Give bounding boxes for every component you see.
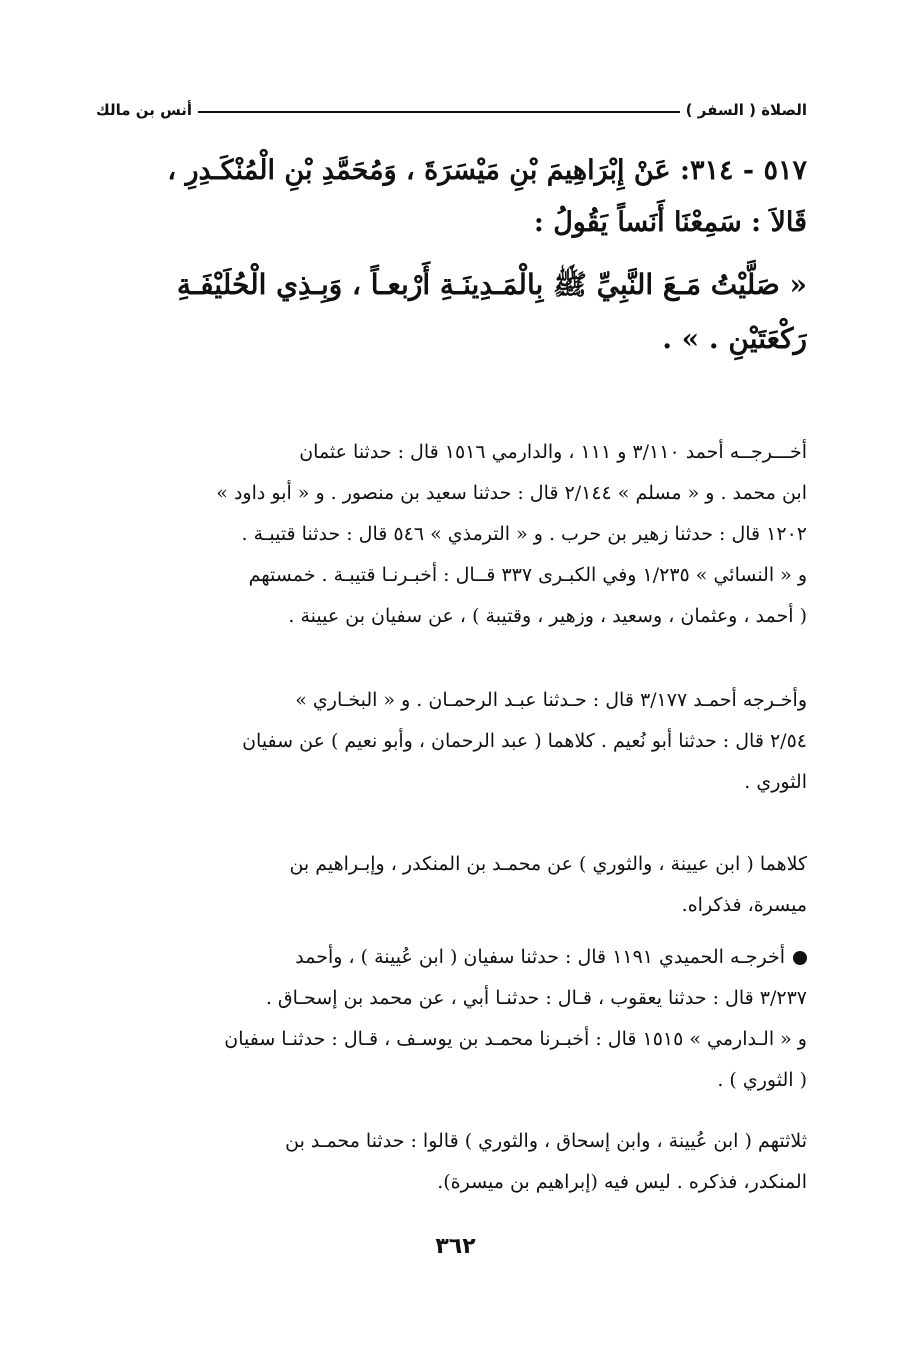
text-line: ابن محمد . و « مسلم » ٢/١٤٤ قال : حدثنا سعيد بن منصور . و « أبو داود » [216, 482, 807, 504]
hadith-matn-line: « صَلَّيْتُ مَـعَ النَّبِيِّ ﷺ بِالْمَـدِينَـةِ أَرْبعـاً ، وَبِـذِي الْحُلَيْفَـةِ [176, 268, 807, 301]
text-line: وأخـرجه أحمـد ٣/١٧٧ قال : حـدثنا عبـد الرحمـان . و « البخـاري » [295, 689, 807, 711]
text-line-with-bullet [96, 937, 807, 978]
text-line: أخرجـه الحميدي ١١٩١ قال : حدثنا سفيان ( ابن عُيينة ) ، وأحمد [295, 946, 785, 968]
hadith-isnad-line: ٥١٧ - ٣١٤: عَنْ إِبْرَاهِيمَ بْنِ مَيْسَرَةَ ، وَمُحَمَّدِ بْنِ الْمُنْكَـدِرِ ، [167, 155, 807, 186]
text-line: أخـــرجــه أحمد ٣/١١٠ و ١١١ ، والدارمي ١٥١٦ قال : حدثنا عثمان [299, 441, 807, 463]
takhrij-paragraph-1 [96, 432, 807, 637]
hadith-matn [96, 258, 807, 366]
running-header [96, 98, 807, 122]
text-line: ٣/٢٣٧ قال : حدثنا يعقوب ، قـال : حدثنـا أبي ، عن محمد بن إسحـاق . [265, 987, 807, 1009]
header-rule [198, 111, 680, 113]
bullet-icon [793, 951, 807, 965]
hadith-isnad-line: قَالاَ : سَمِعْنَا أَنَساً يَقُولُ : [533, 207, 807, 238]
takhrij-paragraph-5 [96, 1121, 807, 1203]
hadith-isnad [96, 145, 807, 249]
text-line: المنكدر، فذكره . ليس فيه (إبراهيم بن ميسرة). [437, 1171, 807, 1193]
takhrij-paragraph-3 [96, 844, 807, 926]
text-line: ( أحمد ، وعثمان ، وسعيد ، وزهير ، وقتيبة ) ، عن سفيان بن عيينة . [288, 605, 807, 627]
text-line: ثلاثتهم ( ابن عُيينة ، وابن إسحاق ، والثوري ) قالوا : حدثنا محمـد بن [285, 1130, 807, 1152]
page-number: ٣٦٢ [435, 1234, 476, 1259]
text-line: ١٢٠٢ قال : حدثنا زهير بن حرب . و « الترمذي » ٥٤٦ قال : حدثنا قتيبـة . [241, 523, 807, 545]
text-line: ميسرة، فذكراه. [681, 894, 807, 916]
text-line: ٢/٥٤ قال : حدثنا أبو نُعيم . كلاهما ( عبد الرحمان ، وأبو نعيم ) عن سفيان [242, 730, 807, 752]
text-line: و « النسائي » ١/٢٣٥ وفي الكبـرى ٣٣٧ قــال : أخبـرنـا قتيبـة . خمستهم [248, 564, 807, 586]
text-line: و « الـدارمي » ١٥١٥ قال : أخبـرنا محمـد بن يوسـف ، قـال : حدثنـا سفيان [224, 1028, 807, 1050]
section-title: الصلاة ( السفر ) [685, 101, 807, 119]
takhrij-paragraph-2 [96, 680, 807, 803]
book-title: أنس بن مالك [96, 101, 193, 119]
hadith-matn-line: رَكْعَتَيْنِ . » . [662, 322, 807, 355]
text-line: كلاهما ( ابن عيينة ، والثوري ) عن محمـد بن المنكدر ، وإبـراهيم بن [289, 853, 807, 875]
takhrij-paragraph-4 [96, 937, 807, 1101]
text-line: ( الثوري ) . [717, 1069, 807, 1091]
text-line: الثوري . [744, 771, 807, 793]
